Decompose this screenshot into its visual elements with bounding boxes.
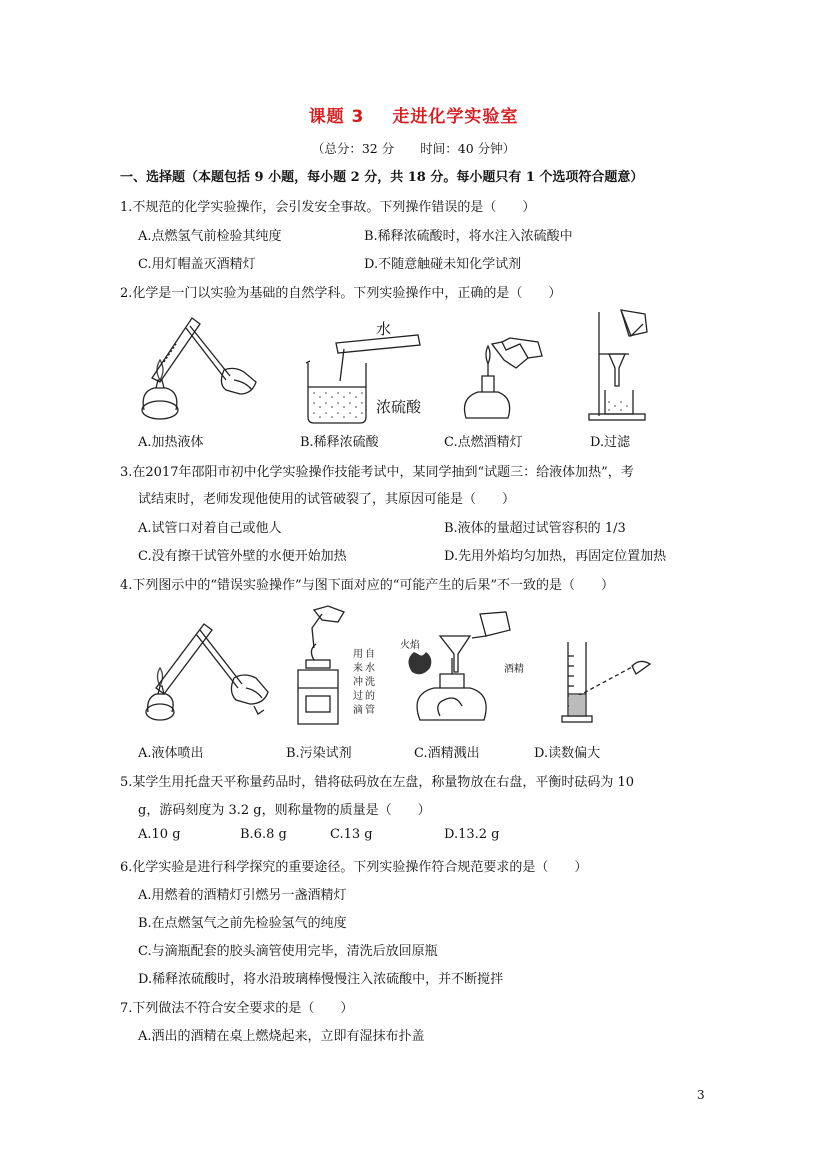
section-heading: 一、选择题（本题包括 9 小题，每小题 2 分，共 18 分。每小题只有 1 个选项符合题意） [120, 170, 644, 185]
rinsed-dropper-note [352, 648, 376, 718]
note-char: 冲 [353, 677, 363, 688]
total-score: （总分：32 分 [311, 141, 395, 156]
note-char: 水 [365, 663, 375, 674]
q6-option-a: A.用燃着的酒精灯引燃另一盏酒精灯 [138, 888, 347, 903]
lighting-lamp-illustration [458, 338, 548, 426]
q3-option-c: C.没有擦干试管外壁的水便开始加热 [138, 549, 347, 564]
lesson-number: 课题 3 [308, 107, 365, 127]
liquid-spray-illustration [138, 618, 278, 726]
note-char: 的 [365, 691, 375, 702]
note-char: 洗 [365, 677, 375, 688]
flame-label: 火焰 [400, 640, 420, 651]
question-3-stem-line-1: 3.在2017年邵阳市初中化学实验操作技能考试中，某同学抽到“试题三：给液体加热”，考 [120, 465, 634, 480]
lesson-title: 走进化学实验室 [392, 107, 519, 127]
q4-option-c: C.酒精溅出 [414, 746, 480, 761]
q1-option-d: D.不随意触碰未知化学试剂 [364, 257, 522, 272]
question-5-stem-line-1: 5.某学生用托盘天平称量药品时，错将砝码放在左盘，称量物放在右盘，平衡时砝码为 10 [120, 775, 635, 790]
question-7-stem: 7.下列做法不符合安全要求的是（ ） [120, 1001, 354, 1016]
question-2-stem: 2.化学是一门以实验为基础的自然学科。下列实验操作中，正确的是（ ） [120, 286, 562, 301]
water-label: 水 [376, 320, 392, 338]
note-char: 过 [353, 691, 363, 702]
q5-option-a: A.10 g [138, 827, 181, 842]
q1-option-a: A.点燃氢气前检验其纯度 [138, 229, 282, 244]
q4-option-b: B.污染试剂 [286, 746, 352, 761]
alcohol-label: 酒精 [504, 664, 524, 675]
page-number: 3 [697, 1088, 705, 1102]
q1-option-c: C.用灯帽盖灭酒精灯 [138, 257, 256, 272]
contaminated-reagent-illustration [288, 604, 348, 728]
q5-option-d: D.13.2 g [444, 827, 500, 842]
q2-option-b: B.稀释浓硫酸 [300, 435, 379, 450]
note-char: 来 [353, 663, 363, 674]
question-4-stem: 4.下列图示中的“错误实验操作”与图下面对应的“可能产生的后果”不一致的是（ ） [120, 578, 614, 593]
acid-label: 浓硫酸 [376, 398, 422, 416]
q2-option-a: A.加热液体 [138, 435, 204, 450]
reading-cylinder-illustration [558, 636, 668, 728]
note-char: 管 [365, 705, 375, 716]
q3-option-b: B.液体的量超过试管容积的 1/3 [444, 521, 626, 536]
q2-option-c: C.点燃酒精灯 [444, 435, 523, 450]
time-limit: 时间：40 分钟） [420, 141, 516, 156]
q3-option-a: A.试管口对着自己或他人 [138, 521, 282, 536]
note-char: 自 [365, 649, 375, 660]
q7-option-a: A.洒出的酒精在桌上燃烧起来，立即有湿抹布扑盖 [138, 1029, 425, 1044]
note-char: 滴 [353, 705, 363, 716]
page-title [0, 102, 827, 127]
alcohol-splash-illustration [400, 608, 520, 728]
q2-option-d: D.过滤 [590, 435, 631, 450]
q6-option-c: C.与滴瓶配套的胶头滴管使用完毕，清洗后放回原瓶 [138, 944, 438, 959]
q3-option-d: D.先用外焰均匀加热，再固定位置加热 [444, 549, 667, 564]
q6-option-d: D.稀释浓硫酸时，将水沿玻璃棒慢慢注入浓硫酸中，并不断搅拌 [138, 972, 504, 987]
q4-option-a: A.液体喷出 [138, 746, 204, 761]
heating-liquid-illustration [130, 310, 265, 425]
question-5-stem-line-2: g，游码刻度为 3.2 g，则称量物的质量是（ ） [138, 803, 431, 818]
exam-meta [0, 139, 827, 157]
filtration-illustration [585, 306, 675, 424]
q4-option-d: D.读数偏大 [534, 746, 601, 761]
question-3-stem-line-2: 试结束时，老师发现他使用的试管破裂了，其原因可能是（ ） [138, 492, 516, 507]
question-6-stem: 6.化学实验是进行科学探究的重要途径。下列实验操作符合规范要求的是（ ） [120, 860, 588, 875]
q5-option-c: C.13 g [330, 827, 373, 842]
q6-option-b: B.在点燃氢气之前先检验氢气的纯度 [138, 916, 347, 931]
question-1-stem: 1.不规范的化学实验操作，会引发安全事故。下列操作错误的是（ ） [120, 200, 536, 215]
q5-option-b: B.6.8 g [240, 827, 287, 842]
q1-option-b: B.稀释浓硫酸时，将水注入浓硫酸中 [364, 229, 573, 244]
note-char: 用 [353, 649, 363, 660]
